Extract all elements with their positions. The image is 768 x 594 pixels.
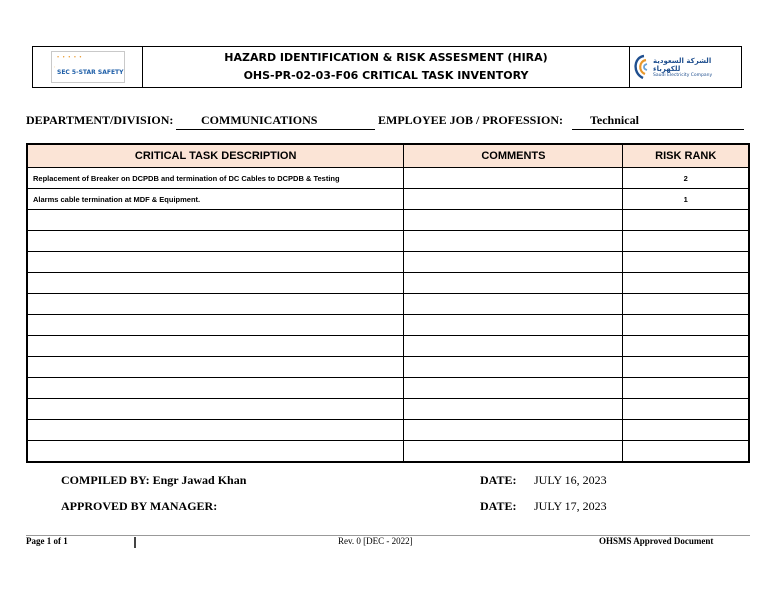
task-comments: [404, 189, 623, 210]
job-label: EMPLOYEE JOB / PROFESSION:: [378, 113, 564, 127]
task-description: [27, 231, 404, 252]
table-row: [27, 168, 749, 189]
task-description: [27, 315, 404, 336]
table-row: [27, 273, 749, 294]
critical-task-table: [26, 143, 750, 463]
department-value: COMMUNICATIONS: [201, 113, 318, 127]
compiled-date-label: DATE:: [480, 473, 517, 487]
task-description: [27, 273, 404, 294]
task-description: Alarms cable termination at MDF & Equipment.: [27, 189, 404, 210]
task-description: [27, 441, 404, 463]
task-risk-rank: [623, 231, 749, 252]
table-row: [27, 315, 749, 336]
task-risk-rank: [623, 336, 749, 357]
task-description: Replacement of Breaker on DCPDB and termination of DC Cables to DCPDB & Testing: [27, 168, 404, 189]
task-comments: [404, 441, 623, 463]
footer-marker: [134, 537, 136, 548]
approved-date-label: DATE:: [480, 499, 517, 513]
compiled-date-value: JULY 16, 2023: [534, 473, 607, 487]
department-field: [176, 113, 375, 130]
header-task-description: CRITICAL TASK DESCRIPTION: [27, 144, 404, 168]
logo-english-text: Saudi Electricity Company: [653, 72, 713, 78]
document-header: [32, 46, 742, 88]
title-line-2: OHS-PR-02-03-F06 CRITICAL TASK INVENTORY: [243, 69, 529, 82]
task-risk-rank: [623, 315, 749, 336]
table-row: [27, 399, 749, 420]
revision-text: Rev. 0 [DEC - 2022]: [338, 536, 413, 546]
task-risk-rank: [623, 441, 749, 463]
table-row: [27, 210, 749, 231]
task-risk-rank: [623, 420, 749, 441]
task-description: [27, 399, 404, 420]
task-risk-rank: [623, 357, 749, 378]
job-value: Technical: [590, 113, 639, 127]
compiled-by-label: COMPILED BY: Engr Jawad Khan: [61, 473, 247, 487]
table-row: [27, 357, 749, 378]
saudi-electricity-logo: [630, 53, 741, 81]
logo-arabic-text: الشركة السعودية للكهرباء: [653, 56, 712, 73]
task-comments: [404, 231, 623, 252]
header-comments: COMMENTS: [404, 144, 623, 168]
task-comments: [404, 252, 623, 273]
table-row: [27, 420, 749, 441]
table-header-row: [27, 144, 749, 168]
sec-emblem-icon: [630, 53, 650, 81]
task-comments: [404, 294, 623, 315]
job-field: [572, 113, 744, 130]
approved-date-value: JULY 17, 2023: [534, 499, 607, 513]
task-description: [27, 378, 404, 399]
task-description: [27, 357, 404, 378]
task-comments: [404, 357, 623, 378]
task-comments: [404, 336, 623, 357]
task-comments: [404, 399, 623, 420]
left-logo-text: SEC 5-STAR SAFETY: [57, 69, 124, 76]
task-risk-rank: 2: [623, 168, 749, 189]
task-description: [27, 294, 404, 315]
title-line-1: HAZARD IDENTIFICATION & RISK ASSESMENT (HIRA): [224, 51, 548, 64]
task-risk-rank: [623, 273, 749, 294]
task-risk-rank: [623, 294, 749, 315]
task-comments: [404, 420, 623, 441]
star-icon: [54, 55, 56, 79]
right-logo-cell: [629, 47, 741, 87]
info-row: [26, 113, 746, 131]
task-risk-rank: [623, 210, 749, 231]
task-risk-rank: [623, 378, 749, 399]
task-risk-rank: [623, 252, 749, 273]
table-row: [27, 441, 749, 463]
task-risk-rank: [623, 399, 749, 420]
approved-by-label: APPROVED BY MANAGER:: [61, 499, 218, 513]
task-description: [27, 336, 404, 357]
table-row: [27, 378, 749, 399]
task-description: [27, 210, 404, 231]
table-row: [27, 189, 749, 210]
table-row: [27, 336, 749, 357]
task-comments: [404, 168, 623, 189]
table-row: [27, 252, 749, 273]
logo-dots: • • • • •: [57, 55, 83, 61]
task-comments: [404, 315, 623, 336]
department-label: DEPARTMENT/DIVISION:: [26, 113, 174, 127]
document-title: [143, 47, 629, 87]
table-row: [27, 231, 749, 252]
header-risk-rank: RISK RANK: [623, 144, 749, 168]
page-number: Page 1 of 1: [26, 536, 68, 546]
task-comments: [404, 273, 623, 294]
task-risk-rank: 1: [623, 189, 749, 210]
task-comments: [404, 378, 623, 399]
task-comments: [404, 210, 623, 231]
table-row: [27, 294, 749, 315]
document-status: OHSMS Approved Document: [599, 536, 714, 546]
task-description: [27, 420, 404, 441]
left-logo-cell: [33, 47, 143, 87]
task-description: [27, 252, 404, 273]
sec-five-star-safety-logo: [51, 51, 125, 83]
